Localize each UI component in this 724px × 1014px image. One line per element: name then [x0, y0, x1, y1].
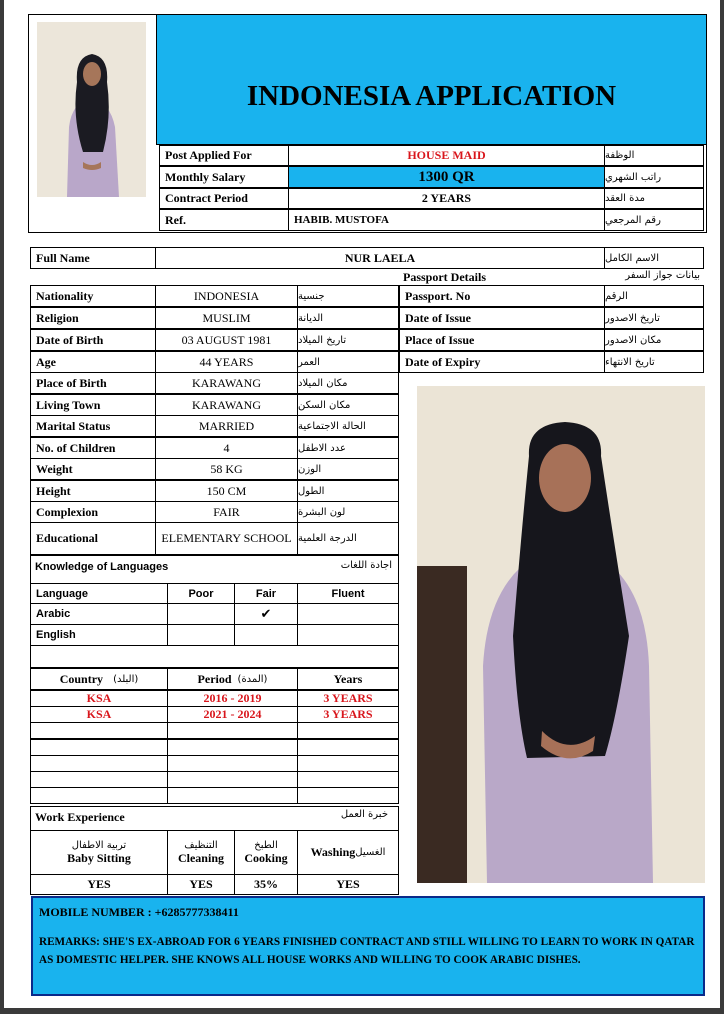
skill-baby-sitting	[30, 830, 168, 875]
period-header	[167, 668, 298, 690]
skill-cleaning-value: YES	[167, 874, 235, 895]
salary-label-ar: راتب الشهري	[604, 166, 704, 188]
title-banner	[156, 14, 707, 145]
experience-empty-cell	[30, 722, 168, 739]
ref-label-ar: رقم المرجعي	[604, 209, 704, 231]
experience-empty-cell	[30, 739, 168, 756]
living-town-value: KARAWANG	[155, 394, 298, 416]
languages-title-ar: اجادة اللغات	[340, 560, 392, 571]
skills-title: Work Experience	[35, 810, 125, 824]
language-header: Language	[30, 583, 168, 604]
experience-empty-cell	[167, 722, 298, 739]
religion-value: MUSLIM	[155, 307, 298, 329]
marital-status-label: Marital Status	[30, 415, 156, 437]
date-of-expiry-label: Date of Expiry	[399, 351, 605, 373]
arabic-fair-check-icon: ✔	[234, 603, 298, 625]
ref-label: Ref.	[159, 209, 289, 231]
marital-status-value: MARRIED	[155, 415, 298, 437]
skill-cooking-ar: الطبخ	[254, 839, 278, 851]
place-of-birth-label-ar: مكان الميلاد	[297, 372, 399, 394]
experience-empty-cell	[297, 771, 399, 788]
fair-header: Fair	[234, 583, 298, 604]
living-town-label: Living Town	[30, 394, 156, 416]
contract-label-ar: مدة العقد	[604, 188, 704, 209]
weight-label: Weight	[30, 458, 156, 480]
skill-cooking	[234, 830, 298, 875]
date-of-birth-label-ar: تاريخ الميلاد	[297, 329, 399, 351]
country-header	[30, 668, 168, 690]
skill-washing-en: Washing	[310, 845, 356, 859]
date-of-issue-label-ar: تاريخ الاصدور	[604, 307, 704, 329]
experience-empty-cell	[167, 771, 298, 788]
skill-washing-value: YES	[297, 874, 399, 895]
passport-no-label-ar: الرقم	[604, 285, 704, 307]
skill-cleaning-ar: التنظيف	[184, 839, 218, 851]
period-header-label: Period	[197, 671, 232, 686]
full-name-label-ar: الاسم الكامل	[604, 247, 704, 269]
living-town-label-ar: مكان السكن	[297, 394, 399, 416]
skill-baby-sitting-value: YES	[30, 874, 168, 895]
languages-title: Knowledge of Languages	[35, 561, 169, 573]
experience-empty-cell	[297, 722, 399, 739]
full-name-label: Full Name	[30, 247, 156, 269]
date-of-expiry-label-ar: تاريخ الانتهاء	[604, 351, 704, 373]
experience-empty-cell	[297, 787, 399, 804]
place-of-issue-label: Place of Issue	[399, 329, 605, 351]
experience-period: 2021 - 2024	[167, 706, 298, 723]
arabic-poor	[167, 603, 235, 625]
date-of-birth-label: Date of Birth	[30, 329, 156, 351]
fluent-header: Fluent	[297, 583, 399, 604]
no-of-children-value: 4	[155, 437, 298, 459]
contract-value: 2 YEARS	[288, 188, 605, 209]
experience-years: 3 YEARS	[297, 706, 399, 723]
height-label: Height	[30, 480, 156, 502]
experience-country: KSA	[30, 690, 168, 707]
skill-baby-sitting-ar: تربية الاطفال	[71, 839, 127, 851]
educational-label: Educational	[30, 522, 156, 555]
place-of-issue-label-ar: مكان الاصدور	[604, 329, 704, 351]
experience-empty-cell	[167, 739, 298, 756]
skill-cooking-en: Cooking	[244, 850, 288, 865]
date-of-issue-label: Date of Issue	[399, 307, 605, 329]
religion-label-ar: الديانة	[297, 307, 399, 329]
experience-empty-cell	[297, 755, 399, 772]
nationality-label: Nationality	[30, 285, 156, 307]
experience-empty-cell	[30, 771, 168, 788]
weight-label-ar: الوزن	[297, 458, 399, 480]
ref-value: HABIB. MUSTOFA	[288, 209, 605, 231]
arabic-fluent	[297, 603, 399, 625]
country-header-ar: (البلد)	[113, 673, 139, 685]
complexion-label: Complexion	[30, 501, 156, 523]
skill-washing	[297, 830, 399, 875]
passport-no-label: Passport. No	[399, 285, 605, 307]
height-value: 150 CM	[155, 480, 298, 502]
application-form	[4, 0, 720, 1008]
contract-label: Contract Period	[159, 188, 289, 209]
mobile-number: MOBILE NUMBER : +6285777338411	[39, 905, 239, 919]
date-of-birth-value: 03 AUGUST 1981	[155, 329, 298, 351]
educational-label-ar: الدرجة العلمية	[297, 522, 399, 555]
passport-title: Passport Details	[403, 270, 486, 284]
post-label: Post Applied For	[159, 145, 289, 166]
skill-baby-sitting-en: Baby Sitting	[67, 850, 131, 865]
skill-cooking-value: 35%	[234, 874, 298, 895]
years-header: Years	[297, 668, 399, 690]
complexion-value: FAIR	[155, 501, 298, 523]
post-value: HOUSE MAID	[288, 145, 605, 166]
remarks: REMARKS: SHE'S EX-ABROAD FOR 6 YEARS FINISHED CONTRACT AND STILL WILLING TO LEARN TO WORK IN QATAR AS DOMESTIC HELPER. SHE KNOWS ALL HOUSE WORKS AND WILLING TO COOK ARABIC DISHES.	[39, 936, 695, 966]
english-fair	[234, 624, 298, 646]
experience-period: 2016 - 2019	[167, 690, 298, 707]
experience-empty-cell	[167, 755, 298, 772]
experience-years: 3 YEARS	[297, 690, 399, 707]
skills-title-ar: خبرة العمل	[340, 809, 388, 820]
experience-country: KSA	[30, 706, 168, 723]
page-title: INDONESIA APPLICATION	[246, 80, 617, 112]
age-value: 44 YEARS	[155, 351, 298, 373]
religion-label: Religion	[30, 307, 156, 329]
skill-cleaning-en: Cleaning	[177, 850, 224, 865]
complexion-label-ar: لون البشرة	[297, 501, 399, 523]
experience-empty-cell	[30, 787, 168, 804]
english-fluent	[297, 624, 399, 646]
full-name-value: NUR LAELA	[155, 247, 605, 269]
educational-value: ELEMENTARY SCHOOL	[155, 522, 298, 555]
english-poor	[167, 624, 235, 646]
full-body-photo	[417, 386, 705, 883]
language-arabic: Arabic	[30, 603, 168, 625]
salary-label: Monthly Salary	[159, 166, 289, 188]
age-label: Age	[30, 351, 156, 373]
place-of-birth-value: KARAWANG	[155, 372, 298, 394]
period-header-ar: (المدة)	[237, 673, 268, 685]
nationality-label-ar: جنسية	[297, 285, 399, 307]
poor-header: Poor	[167, 583, 235, 604]
experience-empty-cell	[167, 787, 298, 804]
small-photo	[37, 22, 146, 197]
passport-title-ar: بيانات جواز السفر	[625, 270, 700, 281]
height-label-ar: الطول	[297, 480, 399, 502]
skill-washing-ar: الغسيل	[355, 847, 386, 858]
no-of-children-label-ar: عدد الاطفل	[297, 437, 399, 459]
marital-status-label-ar: الحالة الاجتماعية	[297, 415, 399, 437]
nationality-value: INDONESIA	[155, 285, 298, 307]
post-label-ar: الوظفة	[604, 145, 704, 166]
weight-value: 58 KG	[155, 458, 298, 480]
experience-empty-cell	[297, 739, 399, 756]
salary-value: 1300 QR	[288, 166, 605, 188]
age-label-ar: العمر	[297, 351, 399, 373]
skill-cleaning	[167, 830, 235, 875]
place-of-birth-label: Place of Birth	[30, 372, 156, 394]
experience-empty-cell	[30, 755, 168, 772]
country-header-label: Country	[59, 671, 104, 686]
no-of-children-label: No. of Children	[30, 437, 156, 459]
language-english: English	[30, 624, 168, 646]
